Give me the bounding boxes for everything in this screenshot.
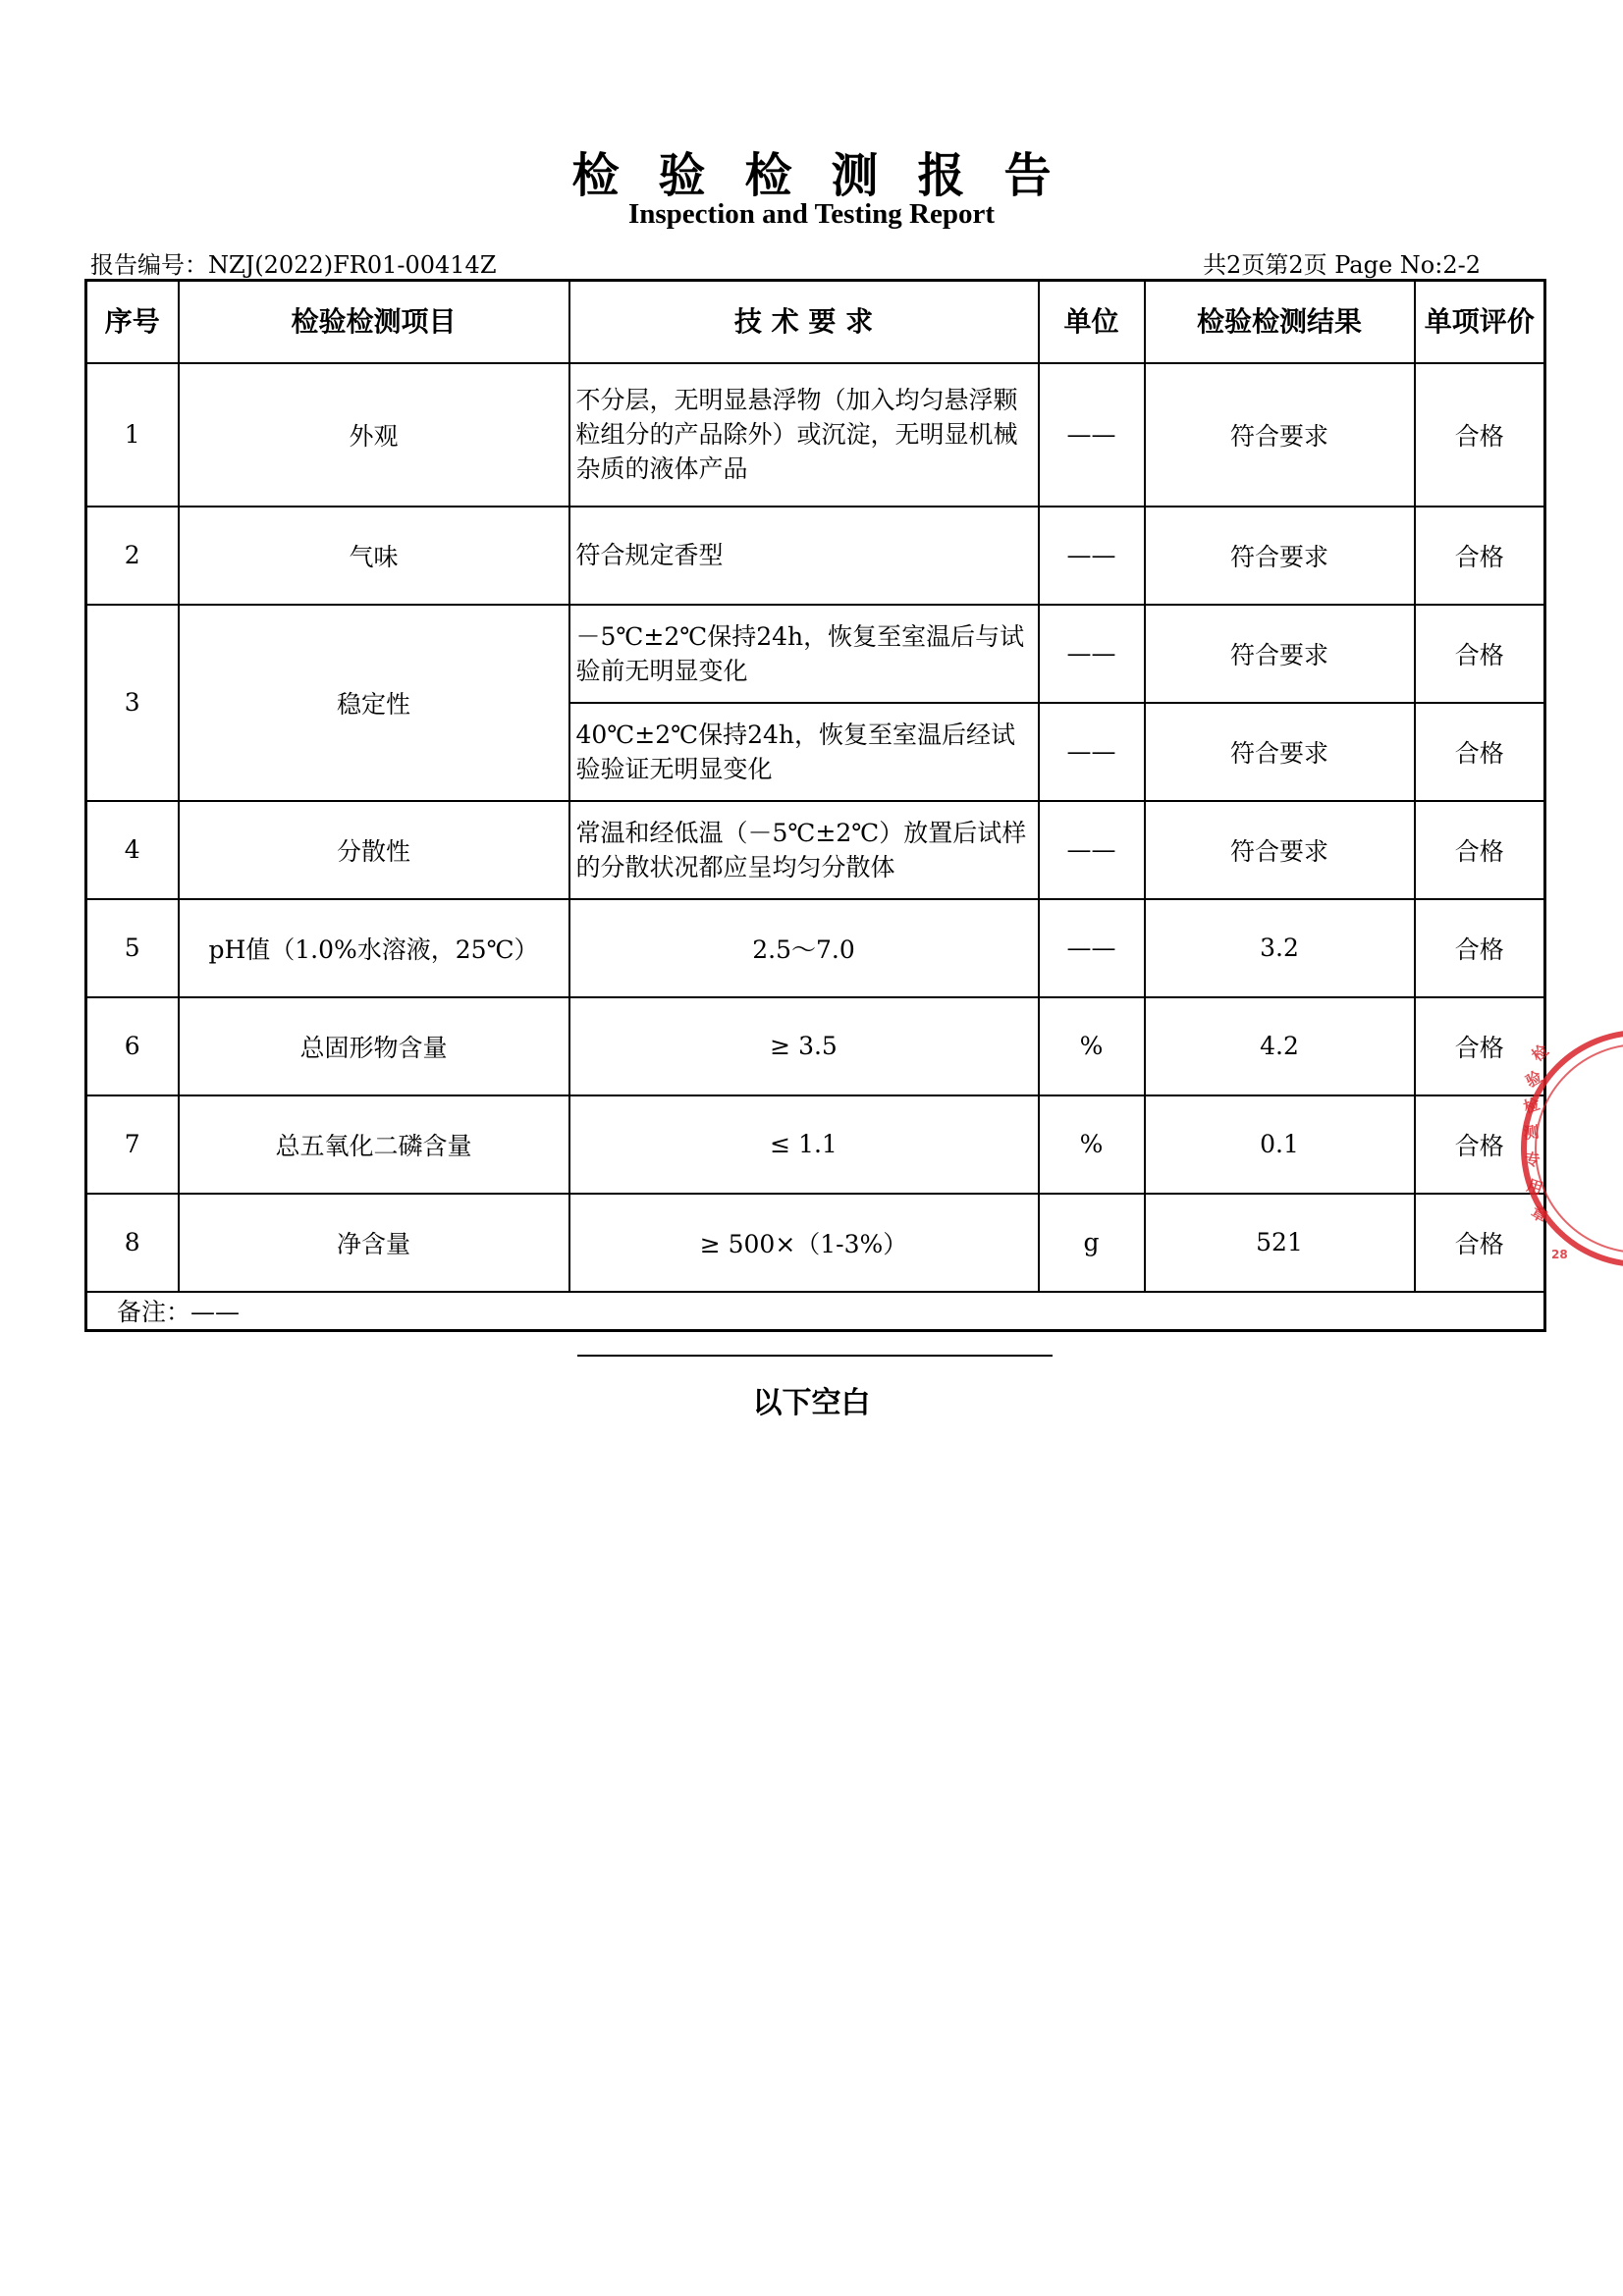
- table-row: [86, 997, 1545, 1095]
- row-requirement: ≤ 1.1: [569, 1095, 1039, 1194]
- row-item: pH值（1.0%水溶液，25℃）: [179, 899, 569, 997]
- row-requirement: ≥ 3.5: [569, 997, 1039, 1095]
- row-unit: %: [1039, 1095, 1145, 1194]
- row-item: 总五氧化二磷含量: [179, 1095, 569, 1194]
- svg-text:用: 用: [1524, 1175, 1545, 1199]
- row-item: 外观: [179, 363, 569, 507]
- row-no: 2: [86, 507, 179, 605]
- svg-text:章: 章: [1528, 1202, 1551, 1227]
- row-evaluation: 合格: [1415, 997, 1545, 1095]
- table-row: [86, 363, 1545, 507]
- note-text: 备注：——: [86, 1292, 1545, 1331]
- row-item: 稳定性: [179, 605, 569, 801]
- table-header-row: [86, 281, 1545, 363]
- row-result: 3.2: [1145, 899, 1415, 997]
- row-requirement: 常温和经低温（－5℃±2℃）放置后试样的分散状况都应呈均匀分散体: [569, 801, 1039, 899]
- row-result: 符合要求: [1145, 605, 1415, 703]
- row-unit: %: [1039, 997, 1145, 1095]
- row-evaluation: 合格: [1415, 1095, 1545, 1194]
- row-unit: ——: [1039, 801, 1145, 899]
- table-row: [86, 605, 1545, 703]
- svg-text:测: 测: [1522, 1122, 1541, 1143]
- row-requirement: 2.5～7.0: [569, 899, 1039, 997]
- row-item: 分散性: [179, 801, 569, 899]
- row-unit: ——: [1039, 363, 1145, 507]
- row-evaluation: 合格: [1415, 1194, 1545, 1292]
- end-divider: [577, 1355, 1053, 1357]
- row-no: 3: [86, 605, 179, 801]
- row-result: 符合要求: [1145, 363, 1415, 507]
- svg-text:验: 验: [1522, 1067, 1545, 1092]
- row-requirement: －5℃±2℃保持24h，恢复至室温后与试验前无明显变化: [569, 605, 1039, 703]
- row-requirement: 符合规定香型: [569, 507, 1039, 605]
- row-evaluation: 合格: [1415, 605, 1545, 703]
- row-result: 符合要求: [1145, 801, 1415, 899]
- row-requirement: ≥ 500×（1-3%）: [569, 1194, 1039, 1292]
- row-evaluation: 合格: [1415, 801, 1545, 899]
- row-result: 0.1: [1145, 1095, 1415, 1194]
- row-no: 7: [86, 1095, 179, 1194]
- row-no: 1: [86, 363, 179, 507]
- row-item: 气味: [179, 507, 569, 605]
- col-header-evaluation: 单项评价: [1415, 281, 1545, 363]
- row-evaluation: 合格: [1415, 507, 1545, 605]
- row-unit: ——: [1039, 899, 1145, 997]
- row-evaluation: 合格: [1415, 363, 1545, 507]
- row-unit: ——: [1039, 703, 1145, 801]
- official-seal-stamp: [1502, 1001, 1623, 1296]
- row-item: 净含量: [179, 1194, 569, 1292]
- row-unit: ——: [1039, 605, 1145, 703]
- row-unit: ——: [1039, 507, 1145, 605]
- col-header-no: 序号: [86, 281, 179, 363]
- row-requirement: 不分层，无明显悬浮物（加入均匀悬浮颗粒组分的产品除外）或沉淀，无明显机械杂质的液体产品: [569, 363, 1039, 507]
- row-requirement: 40℃±2℃保持24h，恢复至室温后经试验验证无明显变化: [569, 703, 1039, 801]
- svg-text:检: 检: [1521, 1094, 1542, 1117]
- row-result: 4.2: [1145, 997, 1415, 1095]
- col-header-requirement: 技 术 要 求: [569, 281, 1039, 363]
- col-header-unit: 单位: [1039, 281, 1145, 363]
- report-title-cn: 检验检测报告: [571, 148, 1091, 203]
- svg-text:检: 检: [1528, 1041, 1552, 1066]
- row-evaluation: 合格: [1415, 703, 1545, 801]
- table-row: [86, 1194, 1545, 1292]
- table-row: [86, 801, 1545, 899]
- svg-text:28: 28: [1551, 1248, 1568, 1261]
- page-info: 共2页第2页 Page No:2-2: [1203, 251, 1481, 279]
- report-number: 报告编号：NZJ(2022)FR01-00414Z: [90, 251, 497, 279]
- inspection-table: [84, 279, 1546, 1332]
- table-row: [86, 899, 1545, 997]
- report-title-en: Inspection and Testing Report: [627, 198, 996, 230]
- svg-text:专: 专: [1523, 1149, 1542, 1170]
- table-row: [86, 507, 1545, 605]
- row-result: 符合要求: [1145, 507, 1415, 605]
- table-row: [86, 1095, 1545, 1194]
- col-header-result: 检验检测结果: [1145, 281, 1415, 363]
- row-result: 符合要求: [1145, 703, 1415, 801]
- row-no: 4: [86, 801, 179, 899]
- col-header-item: 检验检测项目: [179, 281, 569, 363]
- note-row: [86, 1292, 1545, 1331]
- row-no: 8: [86, 1194, 179, 1292]
- row-result: 521: [1145, 1194, 1415, 1292]
- row-item: 总固形物含量: [179, 997, 569, 1095]
- row-evaluation: 合格: [1415, 899, 1545, 997]
- row-no: 5: [86, 899, 179, 997]
- row-unit: g: [1039, 1194, 1145, 1292]
- end-of-report-text: 以下空白: [752, 1386, 871, 1420]
- row-no: 6: [86, 997, 179, 1095]
